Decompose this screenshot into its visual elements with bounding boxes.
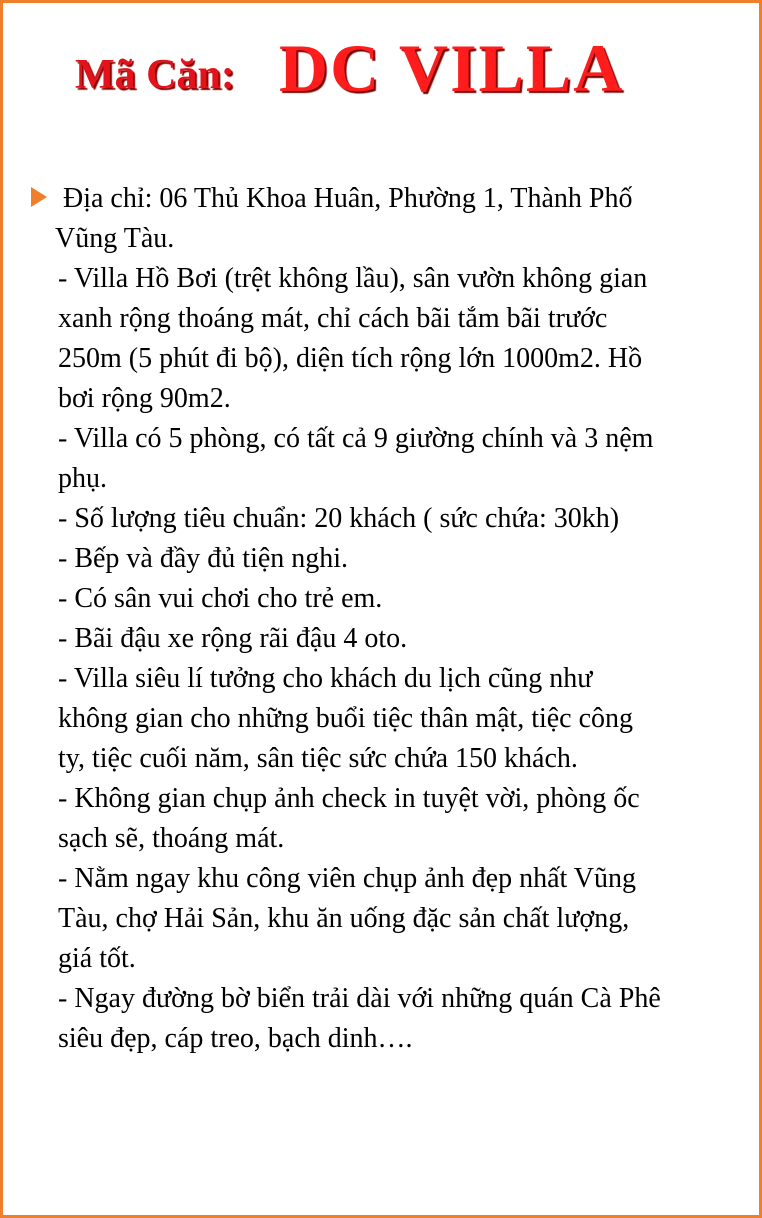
title-label: Mã Căn:	[75, 52, 235, 98]
description-line: - Villa Hồ Bơi (trệt không lầu), sân vườn không gian	[58, 263, 648, 294]
description-line: 250m (5 phút đi bộ), diện tích rộng lớn 1000m2. Hồ	[58, 343, 643, 374]
description-line: không gian cho những buổi tiệc thân mật, tiệc công	[58, 703, 634, 734]
description-line: - Villa có 5 phòng, có tất cả 9 giường chính và 3 nệm	[58, 423, 654, 454]
page-title	[75, 29, 735, 109]
description-line: Tàu, chợ Hải Sản, khu ăn uống đặc sản chất lượng,	[58, 903, 630, 934]
description-line: giá tốt.	[58, 943, 136, 974]
villa-code: DC VILLA	[279, 30, 625, 106]
description-line: bơi rộng 90m2.	[58, 383, 231, 414]
description-line: - Số lượng tiêu chuẩn: 20 khách ( sức chứa: 30kh)	[58, 503, 620, 534]
description-line: sạch sẽ, thoáng mát.	[58, 823, 285, 854]
description-line: siêu đẹp, cáp treo, bạch dinh….	[58, 1023, 413, 1054]
address-line-continued: Vũng Tàu.	[55, 223, 175, 254]
address-line: Địa chỉ: 06 Thủ Khoa Huân, Phường 1, Thành Phố	[63, 183, 633, 214]
description-line: phụ.	[58, 463, 107, 494]
description-line: - Nằm ngay khu công viên chụp ảnh đẹp nhất Vũng	[58, 863, 637, 894]
description-line: - Bãi đậu xe rộng rãi đậu 4 oto.	[58, 623, 408, 654]
description-line: - Villa siêu lí tưởng cho khách du lịch cũng như	[58, 663, 593, 694]
description-line: - Không gian chụp ảnh check in tuyệt vời, phòng ốc	[58, 783, 640, 814]
description-line: - Bếp và đầy đủ tiện nghi.	[58, 543, 349, 574]
description-line: - Ngay đường bờ biển trải dài với những quán Cà Phê	[58, 983, 661, 1014]
description-line: xanh rộng thoáng mát, chỉ cách bãi tắm bãi trước	[58, 303, 608, 334]
description-line: ty, tiệc cuối năm, sân tiệc sức chứa 150 khách.	[58, 743, 578, 774]
description-line: - Có sân vui chơi cho trẻ em.	[58, 583, 383, 614]
arrow-bullet-icon	[31, 187, 47, 207]
